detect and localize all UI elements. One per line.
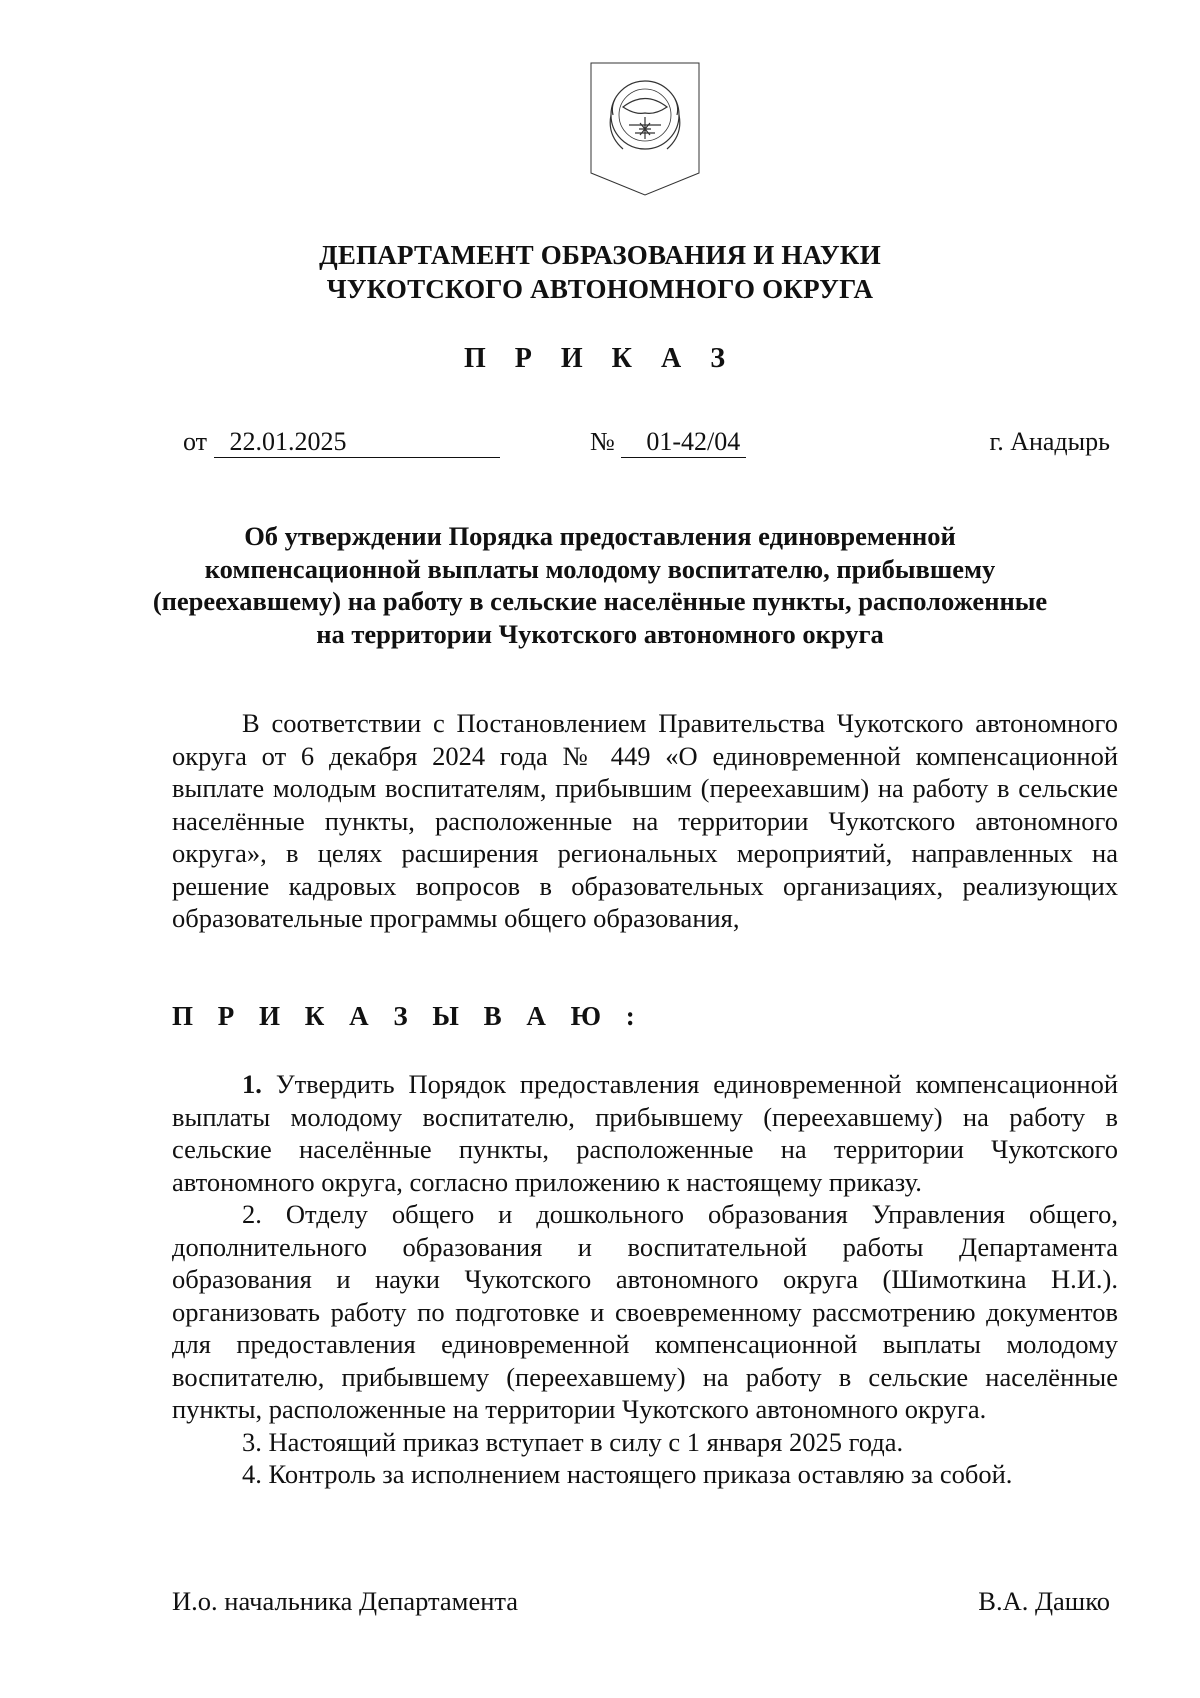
order-item-4: 4. Контроль за исполнением настоящего приказа оставляю за собой. [242, 1459, 1013, 1489]
order-item-1 [172, 1068, 1118, 1198]
order-title [0, 520, 1200, 650]
from-label: от [183, 427, 208, 456]
order-city: г. Анадырь [989, 427, 1110, 456]
order-number-field [590, 427, 746, 458]
title-line-4: на территории Чукотского автономного округа [316, 618, 884, 649]
order-item-3: 3. Настоящий приказ вступает в силу с 1 января 2025 года. [242, 1426, 904, 1457]
title-line-3: (переехавшему) на работу в сельские населённые пункты, расположенные [152, 586, 1048, 616]
title-line-2: компенсационной выплаты молодому воспитателю, прибывшему [204, 553, 996, 584]
order-item-1-number: 1. [242, 1069, 262, 1099]
doc-type-title: П Р И К А З [464, 343, 736, 374]
order-items [172, 1068, 1118, 1491]
order-number: 01-42/04 [621, 427, 746, 458]
signatory-position: И.о. начальника Департамента [172, 1586, 519, 1616]
order-date-field [183, 427, 500, 458]
title-line-1: Об утверждении Порядка предоставления единовременной [244, 521, 956, 551]
department-line-2: ЧУКОТСКОГО АВТОНОМНОГО ОКРУГА [326, 274, 874, 304]
department-name [0, 238, 1200, 306]
signatory-name: В.А. Дашко [978, 1586, 1110, 1616]
basis-paragraph-block [172, 707, 1118, 935]
department-line-1: ДЕПАРТАМЕНТ ОБРАЗОВАНИЯ И НАУКИ [319, 240, 881, 270]
number-label: № [590, 427, 615, 456]
order-date: 22.01.2025 [214, 427, 500, 458]
order-word: П Р И К А З Ы В А Ю : [172, 1001, 644, 1031]
coat-of-arms-icon [585, 55, 705, 205]
basis-paragraph: В соответствии с Постановлением Правительства Чукотского автономного округа от 6 декабря 2024 года № 449 «О единовременной компенсационной выплате молодым воспитателям, прибывшим (переехавшим) на работу в сельские населённые пункты, расположенные на территории Чукотского автономного округа», в целях расширения региональных мероприятий, направленных на решение кадровых вопросов в образовательных организациях, реализующих образовательные программы общего образования, [172, 708, 1118, 933]
order-item-2: 2. Отделу общего и дошкольного образования Управления общего, дополнительного образования и воспитательной работы Департамента образования и науки Чукотского автономного округа (Шимоткина Н.И.). организовать работу по подготовке и своевременному рассмотрению документов для предоставления единовременной компенсационной выплаты молодому воспитателю, прибывшему (переехавшему) на работу в сельские населённые пункты, расположенные на территории Чукотского автономного округа. [172, 1199, 1118, 1424]
order-item-1-text: Утвердить Порядок предоставления единовременной компенсационной выплаты молодому воспитателю, прибывшему (переехавшему) на работу в сельские населённые пункты, расположенные на территории Чукотского автономного округа, согласно приложению к настоящему приказу. [172, 1069, 1118, 1197]
